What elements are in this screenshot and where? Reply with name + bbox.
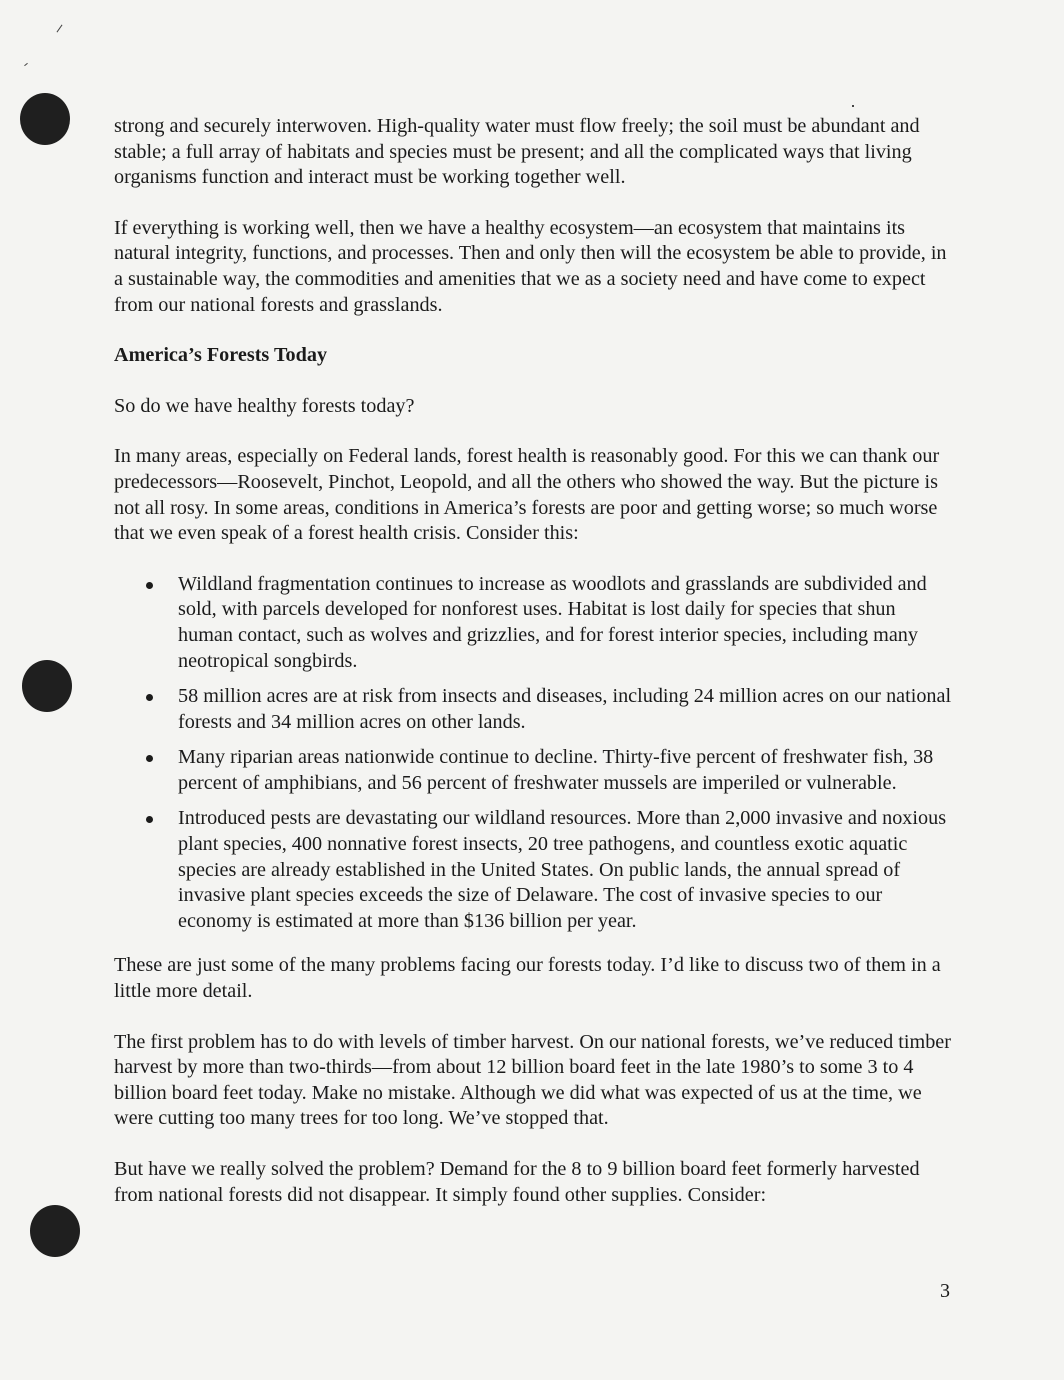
list-item <box>114 572 954 674</box>
paragraph-healthy-ecosystem: If everything is working well, then we have a healthy ecosystem—an ecosystem that maintains its natural integrity, functions, and processes. Then and only then will the ecosystem be able to provide, in a sustainable way, the commodities and amenities that we as a society need and have come to expect from our national forests and grasslands. <box>114 216 947 316</box>
list-item <box>114 806 954 934</box>
punch-hole-top <box>20 93 70 145</box>
punch-hole-middle <box>22 660 72 712</box>
bullet-icon <box>146 694 153 701</box>
list-item <box>114 745 954 796</box>
page-number: 3 <box>940 1280 950 1302</box>
paragraph-problems-intro: These are just some of the many problems facing our forests today. I’d like to discuss two of them in a little more detail. <box>114 954 941 1003</box>
list-item-text: Wildland fragmentation continues to increase as woodlots and grasslands are subdivided and sold, with parcels developed for nonforest uses. Habitat is lost daily for species that shun human contact, such as wolves and grizzlies, and for forest interior species, including many neotropical songbirds. <box>178 572 927 672</box>
scan-speck <box>57 25 63 33</box>
paragraph-ecosystem-continuation: strong and securely interwoven. High-quality water must flow freely; the soil must be abundant and stable; a full array of habitats and species must be present; and all the complicated ways that living organisms function and interact must be working together well. <box>114 115 920 189</box>
paragraph-demand: But have we really solved the problem? Demand for the 8 to 9 billion board feet formerly harvested from national forests did not disappear. It simply found other supplies. Consider: <box>114 1158 920 1206</box>
bullet-icon <box>146 816 153 823</box>
list-item-text: Introduced pests are devastating our wildland resources. More than 2,000 invasive and noxious plant species, 400 nonnative forest insects, 20 tree pathogens, and countless exotic aquatic species are already established in the United States. On public lands, the annual spread of invasive plant species exceeds the size of Delaware. The cost of invasive species to our economy is estimated at more than $136 billion per year. <box>178 807 947 932</box>
list-item <box>114 684 954 735</box>
scan-speck <box>24 63 28 66</box>
bullet-icon <box>146 755 153 762</box>
paragraph-timber-harvest: The first problem has to do with levels of timber harvest. On our national forests, we’ve reduced timber harvest by more than two-thirds—from about 12 billion board feet in the late 1980’s to some 3 to 4 billion board feet today. Make no mistake. Although we did what was expected of us at the time, we were cutting too many trees for too long. We’ve stopped that. <box>114 1030 951 1130</box>
document-body <box>114 114 954 1233</box>
list-item-text: 58 million acres are at risk from insects and diseases, including 24 million acres on our national forests and 34 million acres on other lands. <box>178 685 952 733</box>
section-heading: America’s Forests Today <box>114 344 328 367</box>
problem-list <box>114 572 954 935</box>
scan-speck <box>852 105 854 107</box>
bullet-icon <box>146 582 153 589</box>
punch-hole-bottom <box>30 1205 80 1257</box>
list-item-text: Many riparian areas nationwide continue to decline. Thirty-five percent of freshwater fish, 38 percent of amphibians, and 56 percent of freshwater mussels are imperiled or vulnerable. <box>178 746 934 794</box>
paragraph-forest-health: In many areas, especially on Federal lands, forest health is reasonably good. For this we can thank our predecessors—Roosevelt, Pinchot, Leopold, and all the others who showed the way. But the picture is not all rosy. In some areas, conditions in America’s forests are poor and getting worse; so much worse that we even speak of a forest health crisis. Consider this: <box>114 445 940 545</box>
paragraph-question: So do we have healthy forests today? <box>114 394 415 417</box>
